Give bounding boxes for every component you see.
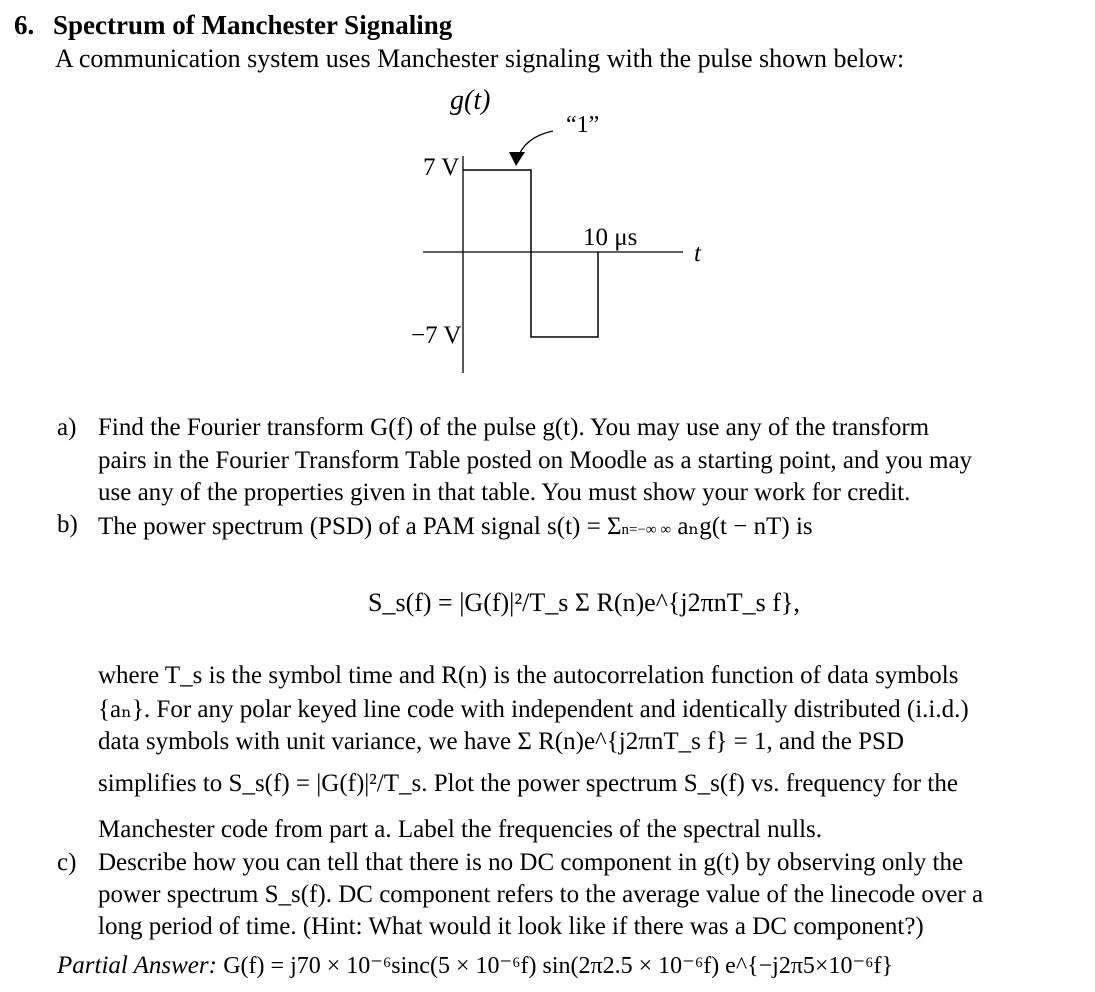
- part-b-label: b): [57, 511, 78, 538]
- part-b-text-line: Manchester code from part a. Label the frequencies of the spectral nulls.: [98, 816, 822, 843]
- duration-label: 10 μs: [583, 224, 638, 251]
- part-c-label: c): [57, 849, 77, 876]
- part-b-line1-text: The power spectrum (PSD) of a PAM signal s(t) = Σ: [98, 513, 622, 540]
- part-b-text-line: simplifies to S_s(f) = |G(f)|²/T_s. Plot the power spectrum S_s(f) vs. frequency for the: [98, 770, 958, 797]
- problem-number: 6.: [14, 10, 35, 40]
- part-a-line: use any of the properties given in that table. You must show your work for credit.: [98, 479, 911, 506]
- part-b-line1: [98, 511, 813, 541]
- y-axis-label: g(t): [450, 85, 491, 116]
- partial-answer-expression: G(f) = j70 × 10⁻⁶sinc(5 × 10⁻⁶f) sin(2π2.5 × 10⁻⁶f) e^{−j2π5×10⁻⁶f}: [223, 953, 894, 979]
- pulse-figure: [0, 0, 1095, 400]
- part-b-text-line: {aₙ}. For any polar keyed line code with independent and identically distributed (i.i.d.): [98, 696, 969, 723]
- part-b-line1-tail: aₙg(t − nT) is: [677, 513, 813, 540]
- part-b-text-line: data symbols with unit variance, we have Σ R(n)e^{j2πnT_s f} = 1, and the PSD: [98, 728, 905, 755]
- pulse-negative: [531, 252, 598, 337]
- pos-level-label: 7 V: [423, 154, 460, 181]
- pulse-positive: [463, 170, 531, 252]
- part-c-line: power spectrum S_s(f). DC component refers to the average value of the linecode over a: [98, 881, 984, 908]
- neg-level-label: −7 V: [411, 322, 462, 349]
- problem-title: Spectrum of Manchester Signaling: [53, 10, 453, 40]
- problem-intro: A communication system uses Manchester signaling with the pulse shown below:: [55, 44, 905, 73]
- part-c-line: long period of time. (Hint: What would it look like if there was a DC component?): [98, 913, 924, 940]
- partial-answer: [57, 951, 893, 980]
- part-b-line1-limits: n=−∞ ∞: [621, 522, 672, 538]
- psd-equation: S_s(f) = |G(f)|²/T_s Σ R(n)e^{j2πnT_s f},: [368, 588, 800, 617]
- part-b-text-line: where T_s is the symbol time and R(n) is the autocorrelation function of data symbols: [98, 662, 959, 689]
- part-c-line: Describe how you can tell that there is no DC component in g(t) by observing only the: [98, 849, 964, 876]
- callout-label: “1”: [566, 112, 600, 138]
- x-axis-label: t: [694, 240, 701, 267]
- part-a-label: a): [57, 414, 77, 441]
- callout-arrowhead: [509, 152, 525, 166]
- part-a-line: Find the Fourier transform G(f) of the pulse g(t). You may use any of the transform: [98, 414, 930, 441]
- part-a-line: pairs in the Fourier Transform Table posted on Moodle as a starting point, and you may: [98, 447, 973, 474]
- partial-answer-label: Partial Answer:: [57, 952, 217, 979]
